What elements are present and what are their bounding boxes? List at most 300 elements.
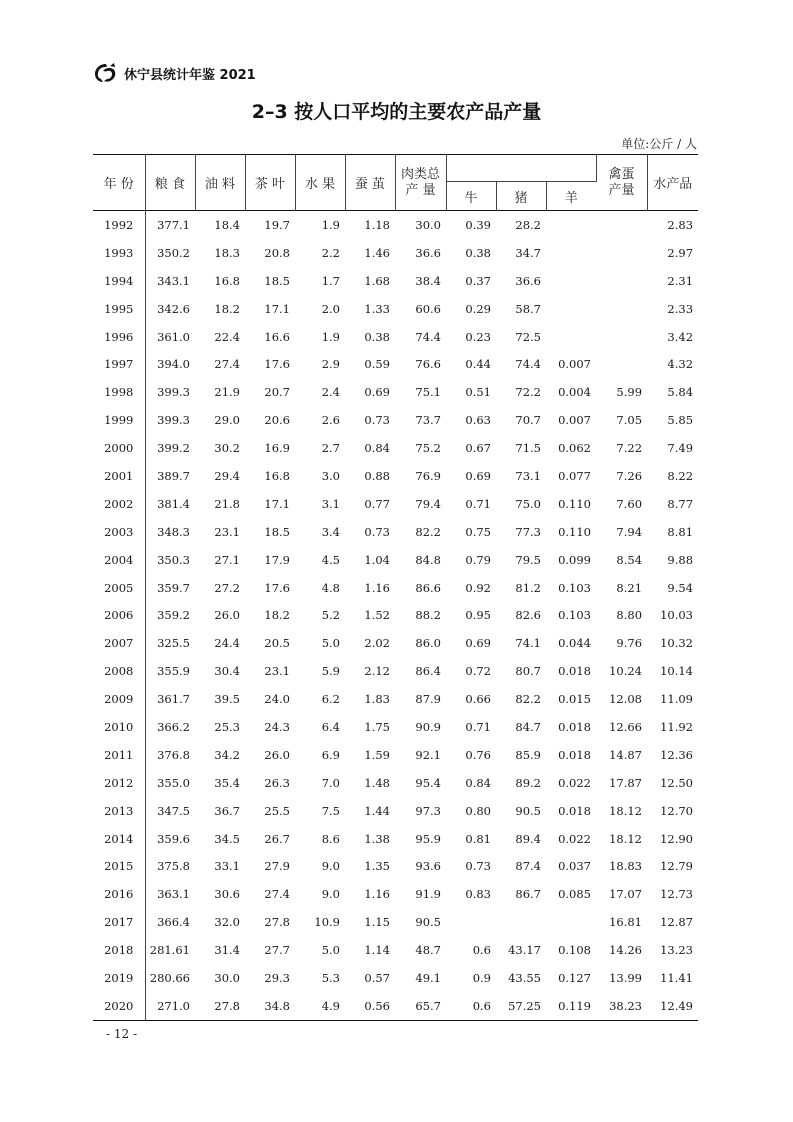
table-cell: 79.5 — [515, 552, 541, 567]
table-cell: 350.3 — [157, 552, 190, 567]
table-cell: 5.99 — [616, 385, 643, 400]
table-cell — [546, 323, 596, 351]
table-cell: 19.7 — [264, 217, 290, 232]
row-year: 2016 — [93, 880, 145, 908]
table-cell — [546, 295, 596, 323]
col-header-meat-line2: 产 量 — [405, 182, 436, 198]
table-row — [93, 323, 698, 351]
table-cell — [596, 211, 647, 239]
table-cell: 85.9 — [515, 747, 541, 762]
table-cell: 84.7 — [515, 719, 541, 734]
table-cell: 5.0 — [321, 943, 340, 958]
table-cell: 2.97 — [667, 245, 694, 260]
table-cell: 82.2 — [415, 524, 441, 539]
table-cell: 342.6 — [157, 301, 190, 316]
table-row — [93, 964, 698, 992]
table-cell: 9.88 — [667, 552, 694, 567]
table-cell: 1.15 — [364, 915, 390, 930]
table-cell: 86.7 — [515, 887, 541, 902]
table-cell: 8.6 — [321, 831, 340, 846]
table-cell: 34.2 — [214, 747, 240, 762]
table-cell: 8.22 — [667, 468, 694, 483]
col-header-pork: 猪 — [496, 182, 546, 211]
table-cell: 0.80 — [465, 803, 491, 818]
table-cell: 20.8 — [264, 245, 290, 260]
table-cell: 2.0 — [321, 301, 340, 316]
table-cell: 30.6 — [214, 887, 240, 902]
table-cell: 26.0 — [214, 608, 240, 623]
table-cell: 0.73 — [364, 413, 390, 428]
row-year: 1996 — [93, 323, 145, 351]
table-row — [93, 936, 698, 964]
table-cell: 5.85 — [667, 413, 694, 428]
table-cell: 359.7 — [157, 580, 190, 595]
col-header-mutton: 羊 — [546, 182, 596, 211]
table-cell: 76.9 — [415, 468, 441, 483]
table-cell: 30.2 — [214, 441, 240, 456]
table-cell — [596, 267, 647, 295]
table-cell: 27.2 — [214, 580, 240, 595]
table-cell: 0.077 — [558, 468, 592, 483]
table-cell: 0.119 — [546, 992, 596, 1020]
table-row — [93, 908, 698, 936]
table-cell: 77.3 — [515, 524, 541, 539]
page-number: - 12 - — [106, 1027, 138, 1041]
table-cell: 95.4 — [415, 775, 441, 790]
table-cell: 399.3 — [157, 413, 190, 428]
table-cell: 30.4 — [214, 664, 240, 679]
table-row — [93, 350, 698, 378]
table-row — [93, 685, 698, 713]
col-header-aquatic: 水产品 — [653, 177, 693, 192]
row-year: 1997 — [93, 350, 145, 378]
table-cell: 34.5 — [214, 831, 240, 846]
table-cell: 0.73 — [364, 524, 390, 539]
col-header-poultry — [596, 155, 647, 211]
table-cell: 39.5 — [214, 692, 240, 707]
col-header-beef: 牛 — [446, 182, 496, 211]
col-header-meat-line1: 肉类总 — [400, 166, 440, 182]
row-year: 2006 — [93, 601, 145, 629]
table-cell: 82.2 — [515, 692, 541, 707]
table-row — [93, 211, 698, 239]
table-row — [93, 267, 698, 295]
row-year: 1995 — [93, 295, 145, 323]
row-year: 2007 — [93, 629, 145, 657]
table-cell: 0.018 — [558, 747, 592, 762]
table-cell: 93.6 — [415, 859, 441, 874]
table-cell: 29.4 — [214, 468, 240, 483]
table-cell: 0.018 — [558, 803, 592, 818]
table-cell: 0.110 — [558, 524, 592, 539]
table-cell: 1.46 — [364, 245, 390, 260]
table-cell: 16.6 — [264, 329, 290, 344]
row-year: 2002 — [93, 490, 145, 518]
row-year: 2009 — [93, 685, 145, 713]
row-year: 2005 — [93, 574, 145, 602]
table-cell: 17.1 — [264, 301, 290, 316]
table-cell: 7.26 — [616, 468, 643, 483]
table-cell: 0.84 — [465, 775, 491, 790]
unit-label: 单位:公斤 / 人 — [621, 137, 697, 151]
table-cell: 1.04 — [364, 552, 390, 567]
table-cell: 381.4 — [157, 496, 190, 511]
table-cell: 0.007 — [558, 357, 592, 372]
table-row — [93, 546, 698, 574]
table-cell: 18.2 — [214, 301, 240, 316]
table-cell: 27.8 — [264, 915, 290, 930]
row-year: 2001 — [93, 462, 145, 490]
table-cell: 280.66 — [149, 970, 190, 985]
table-cell: 16.81 — [609, 915, 643, 930]
col-header-tea: 茶 叶 — [245, 155, 295, 211]
table-cell — [446, 908, 496, 936]
table-cell: 281.61 — [149, 943, 190, 958]
table-cell: 350.2 — [157, 245, 190, 260]
row-year: 2000 — [93, 434, 145, 462]
table-cell: 2.7 — [321, 441, 340, 456]
table-cell: 24.4 — [214, 636, 240, 651]
table-cell: 325.5 — [157, 636, 190, 651]
table-cell: 12.79 — [660, 859, 694, 874]
table-cell: 0.69 — [465, 468, 491, 483]
table-cell: 12.73 — [660, 887, 694, 902]
table-cell: 355.0 — [157, 775, 190, 790]
table-row — [93, 713, 698, 741]
table-row — [93, 518, 698, 546]
table-cell: 20.7 — [264, 385, 290, 400]
col-header-grain: 粮 食 — [145, 155, 195, 211]
table-cell — [546, 267, 596, 295]
table-cell: 5.0 — [321, 636, 340, 651]
table-cell: 271.0 — [145, 992, 195, 1020]
row-year: 2013 — [93, 797, 145, 825]
table-cell: 17.6 — [264, 580, 290, 595]
table-cell: 7.5 — [321, 803, 340, 818]
table-cell: 0.67 — [465, 441, 491, 456]
table-cell: 366.4 — [157, 915, 190, 930]
table-cell: 0.81 — [465, 831, 491, 846]
table-cell: 16.8 — [214, 273, 240, 288]
table-row — [93, 406, 698, 434]
table-cell: 0.76 — [465, 747, 491, 762]
table-cell: 389.7 — [157, 468, 190, 483]
col-header-oil: 油 料 — [195, 155, 245, 211]
table-cell: 0.71 — [465, 496, 491, 511]
row-year: 2012 — [93, 769, 145, 797]
table-row — [93, 239, 698, 267]
table-body — [93, 211, 698, 1021]
table-cell: 23.1 — [264, 664, 290, 679]
table-cell: 10.24 — [609, 664, 643, 679]
table-cell: 2.4 — [321, 385, 340, 400]
table-cell: 88.2 — [415, 608, 441, 623]
table-cell: 0.69 — [465, 636, 491, 651]
table-cell: 18.2 — [264, 608, 290, 623]
table-cell — [596, 239, 647, 267]
table-cell: 89.2 — [515, 775, 541, 790]
table-cell: 74.4 — [515, 357, 541, 372]
table-cell: 25.3 — [214, 719, 240, 734]
table-row — [93, 769, 698, 797]
table-cell: 0.007 — [558, 413, 592, 428]
table-cell: 26.0 — [264, 747, 290, 762]
table-cell: 1.52 — [364, 608, 390, 623]
table-cell: 9.0 — [321, 859, 340, 874]
col-header-poultry-line1: 禽蛋 — [608, 166, 635, 182]
table-row — [93, 992, 698, 1020]
row-year: 2008 — [93, 657, 145, 685]
table-cell: 74.4 — [415, 329, 441, 344]
table-cell: 14.87 — [609, 747, 643, 762]
table-cell: 1.75 — [364, 719, 390, 734]
table-cell: 0.099 — [558, 552, 592, 567]
col-header-cocoon: 蚕 茧 — [345, 155, 395, 211]
table-cell: 65.7 — [395, 992, 446, 1020]
table-cell: 12.50 — [660, 775, 694, 790]
table-cell: 0.6 — [446, 992, 496, 1020]
table-cell: 7.49 — [667, 441, 694, 456]
table-cell: 21.9 — [214, 385, 240, 400]
table-cell: 75.1 — [415, 385, 441, 400]
table-cell: 26.7 — [264, 831, 290, 846]
table-cell: 9.76 — [616, 636, 643, 651]
table-cell: 0.018 — [558, 664, 592, 679]
table-cell: 17.07 — [609, 887, 643, 902]
table-cell: 18.3 — [214, 245, 240, 260]
table-cell: 23.1 — [214, 524, 240, 539]
row-year: 2004 — [93, 546, 145, 574]
table-cell: 359.6 — [157, 831, 190, 846]
table-cell: 32.0 — [214, 915, 240, 930]
table-cell: 86.6 — [415, 580, 441, 595]
table-cell: 73.7 — [415, 413, 441, 428]
table-cell: 35.4 — [214, 775, 240, 790]
table-cell: 4.5 — [321, 552, 340, 567]
table-row — [93, 852, 698, 880]
table-cell: 86.4 — [415, 664, 441, 679]
table-cell: 0.71 — [465, 719, 491, 734]
table-cell: 0.79 — [465, 552, 491, 567]
table-cell: 1.9 — [321, 329, 340, 344]
yearbook-logo-icon — [93, 62, 119, 84]
table-cell — [546, 211, 596, 239]
table-cell: 0.37 — [465, 273, 491, 288]
row-year: 2020 — [93, 992, 145, 1020]
table-cell: 25.5 — [264, 803, 290, 818]
table-cell: 57.25 — [496, 992, 546, 1020]
table-cell: 81.2 — [515, 580, 541, 595]
table-cell: 91.9 — [415, 887, 441, 902]
table-cell: 8.54 — [616, 552, 643, 567]
table-cell: 17.87 — [609, 775, 643, 790]
table-cell: 0.84 — [364, 441, 390, 456]
table-cell: 90.5 — [515, 803, 541, 818]
table-cell: 7.05 — [616, 413, 643, 428]
table-row — [93, 657, 698, 685]
table-cell: 399.2 — [157, 441, 190, 456]
table-cell: 5.9 — [321, 664, 340, 679]
table-cell: 90.9 — [415, 719, 441, 734]
table-cell: 0.044 — [558, 636, 592, 651]
table-cell: 12.87 — [660, 915, 694, 930]
table-cell: 0.57 — [364, 970, 390, 985]
table-cell: 17.6 — [264, 357, 290, 372]
table-cell: 0.29 — [465, 301, 491, 316]
table-cell: 13.23 — [660, 943, 694, 958]
table-row — [93, 295, 698, 323]
table-cell: 0.103 — [558, 608, 592, 623]
row-year: 2019 — [93, 964, 145, 992]
table-cell: 71.5 — [515, 441, 541, 456]
col-header-meat-breakdown — [446, 155, 596, 182]
table-cell: 30.0 — [214, 970, 240, 985]
table-cell: 80.7 — [515, 664, 541, 679]
table-cell: 38.4 — [415, 273, 441, 288]
table-row — [93, 797, 698, 825]
page-title: 2–3 按人口平均的主要农产品产量 — [251, 101, 542, 123]
table-cell: 0.95 — [465, 608, 491, 623]
table-cell: 0.92 — [465, 580, 491, 595]
table-cell: 0.38 — [364, 329, 390, 344]
table-row — [93, 462, 698, 490]
table-cell: 1.14 — [364, 943, 390, 958]
table-cell: 12.36 — [660, 747, 694, 762]
table-cell: 2.12 — [364, 664, 390, 679]
table-cell: 70.7 — [515, 413, 541, 428]
table-cell: 12.70 — [660, 803, 694, 818]
table-cell: 29.0 — [214, 413, 240, 428]
table-cell: 1.33 — [364, 301, 390, 316]
table-cell: 20.5 — [264, 636, 290, 651]
table-cell: 8.77 — [667, 496, 694, 511]
table-cell: 3.42 — [667, 329, 694, 344]
table-cell: 87.9 — [415, 692, 441, 707]
table-cell — [596, 350, 647, 378]
table-row — [93, 825, 698, 853]
table-cell: 0.63 — [465, 413, 491, 428]
table-cell: 2.02 — [364, 636, 390, 651]
table-cell: 348.3 — [157, 524, 190, 539]
table-cell: 0.56 — [345, 992, 395, 1020]
table-cell: 0.022 — [558, 831, 592, 846]
table-cell: 72.5 — [515, 329, 541, 344]
table-cell: 27.1 — [214, 552, 240, 567]
table-cell: 2.31 — [667, 273, 694, 288]
table-cell: 31.4 — [214, 943, 240, 958]
table-cell: 27.4 — [214, 357, 240, 372]
table-cell: 0.72 — [465, 664, 491, 679]
table-cell: 2.6 — [321, 413, 340, 428]
table-cell: 0.127 — [558, 970, 592, 985]
row-year: 1992 — [93, 211, 145, 239]
table-cell: 82.6 — [515, 608, 541, 623]
table-cell: 28.2 — [515, 217, 541, 232]
table-cell: 49.1 — [415, 970, 441, 985]
table-cell: 0.015 — [558, 692, 592, 707]
table-cell: 0.022 — [558, 775, 592, 790]
table-cell: 5.2 — [321, 608, 340, 623]
table-cell: 11.92 — [660, 719, 694, 734]
table-cell: 21.8 — [214, 496, 240, 511]
table-cell: 27.9 — [264, 859, 290, 874]
table-cell: 22.4 — [214, 329, 240, 344]
table-cell: 4.32 — [667, 357, 694, 372]
table-cell: 7.0 — [321, 775, 340, 790]
row-year: 2015 — [93, 852, 145, 880]
table-cell: 1.16 — [364, 580, 390, 595]
table-cell: 30.0 — [415, 217, 441, 232]
table-cell: 10.32 — [660, 636, 694, 651]
table-cell: 34.7 — [515, 245, 541, 260]
col-header-poultry-line2: 产量 — [608, 182, 635, 198]
table-row — [93, 378, 698, 406]
row-year: 1998 — [93, 378, 145, 406]
table-cell: 24.3 — [264, 719, 290, 734]
table-cell: 8.81 — [667, 524, 694, 539]
table-cell: 377.1 — [157, 217, 190, 232]
table-cell: 75.0 — [515, 496, 541, 511]
table-cell: 2.33 — [667, 301, 694, 316]
table-cell: 1.44 — [364, 803, 390, 818]
table-cell: 4.8 — [321, 580, 340, 595]
table-cell: 0.085 — [558, 887, 592, 902]
table-cell: 34.8 — [245, 992, 295, 1020]
row-year: 1993 — [93, 239, 145, 267]
table-cell: 36.6 — [515, 273, 541, 288]
row-year: 1999 — [93, 406, 145, 434]
row-year: 2010 — [93, 713, 145, 741]
table-cell: 343.1 — [157, 273, 190, 288]
table-cell: 33.1 — [214, 859, 240, 874]
row-year: 2018 — [93, 936, 145, 964]
table-cell: 0.77 — [364, 496, 390, 511]
table-cell: 12.49 — [647, 992, 698, 1020]
table-cell: 14.26 — [609, 943, 643, 958]
table-cell: 376.8 — [157, 747, 190, 762]
table-cell: 6.2 — [321, 692, 340, 707]
table-cell: 2.2 — [321, 245, 340, 260]
table-cell: 95.9 — [415, 831, 441, 846]
table-cell: 1.48 — [364, 775, 390, 790]
table-cell: 24.0 — [264, 692, 290, 707]
table-cell: 0.108 — [558, 943, 592, 958]
table-row — [93, 574, 698, 602]
table-cell: 8.80 — [616, 608, 643, 623]
row-year: 2011 — [93, 741, 145, 769]
table-cell — [546, 239, 596, 267]
row-year: 2017 — [93, 908, 145, 936]
table-cell: 0.018 — [558, 719, 592, 734]
table-cell: 20.6 — [264, 413, 290, 428]
table-cell: 10.03 — [660, 608, 694, 623]
table-cell: 0.44 — [465, 357, 491, 372]
table-cell: 5.3 — [321, 970, 340, 985]
table-cell: 3.0 — [321, 468, 340, 483]
table-cell: 43.55 — [508, 970, 541, 985]
table-cell: 60.6 — [415, 301, 441, 316]
table-cell: 90.5 — [415, 915, 441, 930]
table-cell: 97.3 — [415, 803, 441, 818]
yearbook-title: 休宁县统计年鉴 2021 — [124, 68, 256, 83]
table-cell: 0.004 — [558, 385, 592, 400]
table-cell: 74.1 — [515, 636, 541, 651]
table-cell: 13.99 — [609, 970, 643, 985]
table-cell: 0.39 — [465, 217, 491, 232]
table-cell: 363.1 — [157, 887, 190, 902]
table-cell: 0.110 — [558, 496, 592, 511]
table-cell: 9.54 — [667, 580, 694, 595]
